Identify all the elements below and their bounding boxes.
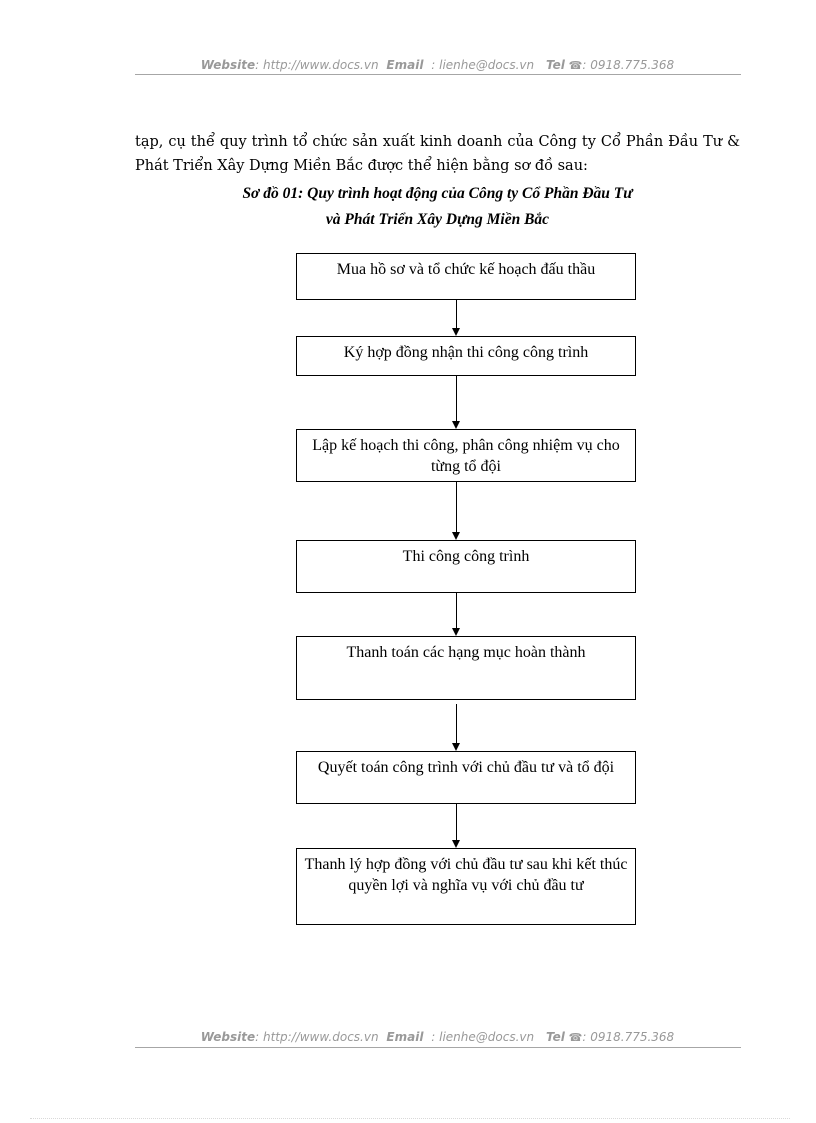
diagram-caption-line2: và Phát Triển Xây Dựng Miền Bắc xyxy=(325,211,550,228)
tel-label: Tel xyxy=(545,58,565,72)
footer-tel-value: : 0918.775.368 xyxy=(582,1030,675,1044)
page-edge-line xyxy=(30,1118,790,1119)
footer-email-value: : lienhe@docs.vn xyxy=(431,1030,535,1044)
flow-step-6: Quyết toán công trình với chủ đầu tư và tổ đội xyxy=(296,751,636,804)
footer-divider xyxy=(135,1047,741,1048)
phone-icon: ☎ xyxy=(568,59,583,72)
footer-phone-icon: ☎ xyxy=(568,1031,583,1044)
tel-value: : 0918.775.368 xyxy=(582,58,675,72)
page-header xyxy=(135,55,740,75)
footer-email-label: Email xyxy=(386,1030,424,1044)
flow-step-4: Thi công công trình xyxy=(296,540,636,593)
flow-step-1: Mua hồ sơ và tổ chức kế hoạch đấu thầu xyxy=(296,253,636,300)
website-value: : http://www.docs.vn xyxy=(255,58,379,72)
footer-website-label: Website xyxy=(200,1030,256,1044)
flow-step-2: Ký hợp đồng nhận thi công công trình xyxy=(296,336,636,376)
header-divider xyxy=(135,74,741,75)
flow-step-5: Thanh toán các hạng mục hoàn thành xyxy=(296,636,636,700)
flow-step-7: Thanh lý hợp đồng với chủ đầu tư sau khi kết thúc quyền lợi và nghĩa vụ với chủ đầu tư xyxy=(296,848,636,925)
email-value: : lienhe@docs.vn xyxy=(431,58,535,72)
footer-tel-label: Tel xyxy=(545,1030,565,1044)
footer-website-value: : http://www.docs.vn xyxy=(255,1030,379,1044)
website-label: Website xyxy=(200,58,256,72)
flow-step-3: Lập kế hoạch thi công, phân công nhiệm vụ cho từng tổ đội xyxy=(296,429,636,482)
diagram-caption-line1: Sơ đồ 01: Quy trình hoạt động của Công ty Cổ Phần Đầu Tư xyxy=(242,185,633,202)
intro-paragraph: tạp, cụ thể quy trình tổ chức sản xuất kinh doanh của Công ty Cổ Phần Đầu Tư & Phát Triển Xây Dựng Miền Bắc được thể hiện bằng sơ đồ sau: xyxy=(135,134,740,174)
page-footer xyxy=(135,1027,740,1047)
email-label: Email xyxy=(386,58,424,72)
